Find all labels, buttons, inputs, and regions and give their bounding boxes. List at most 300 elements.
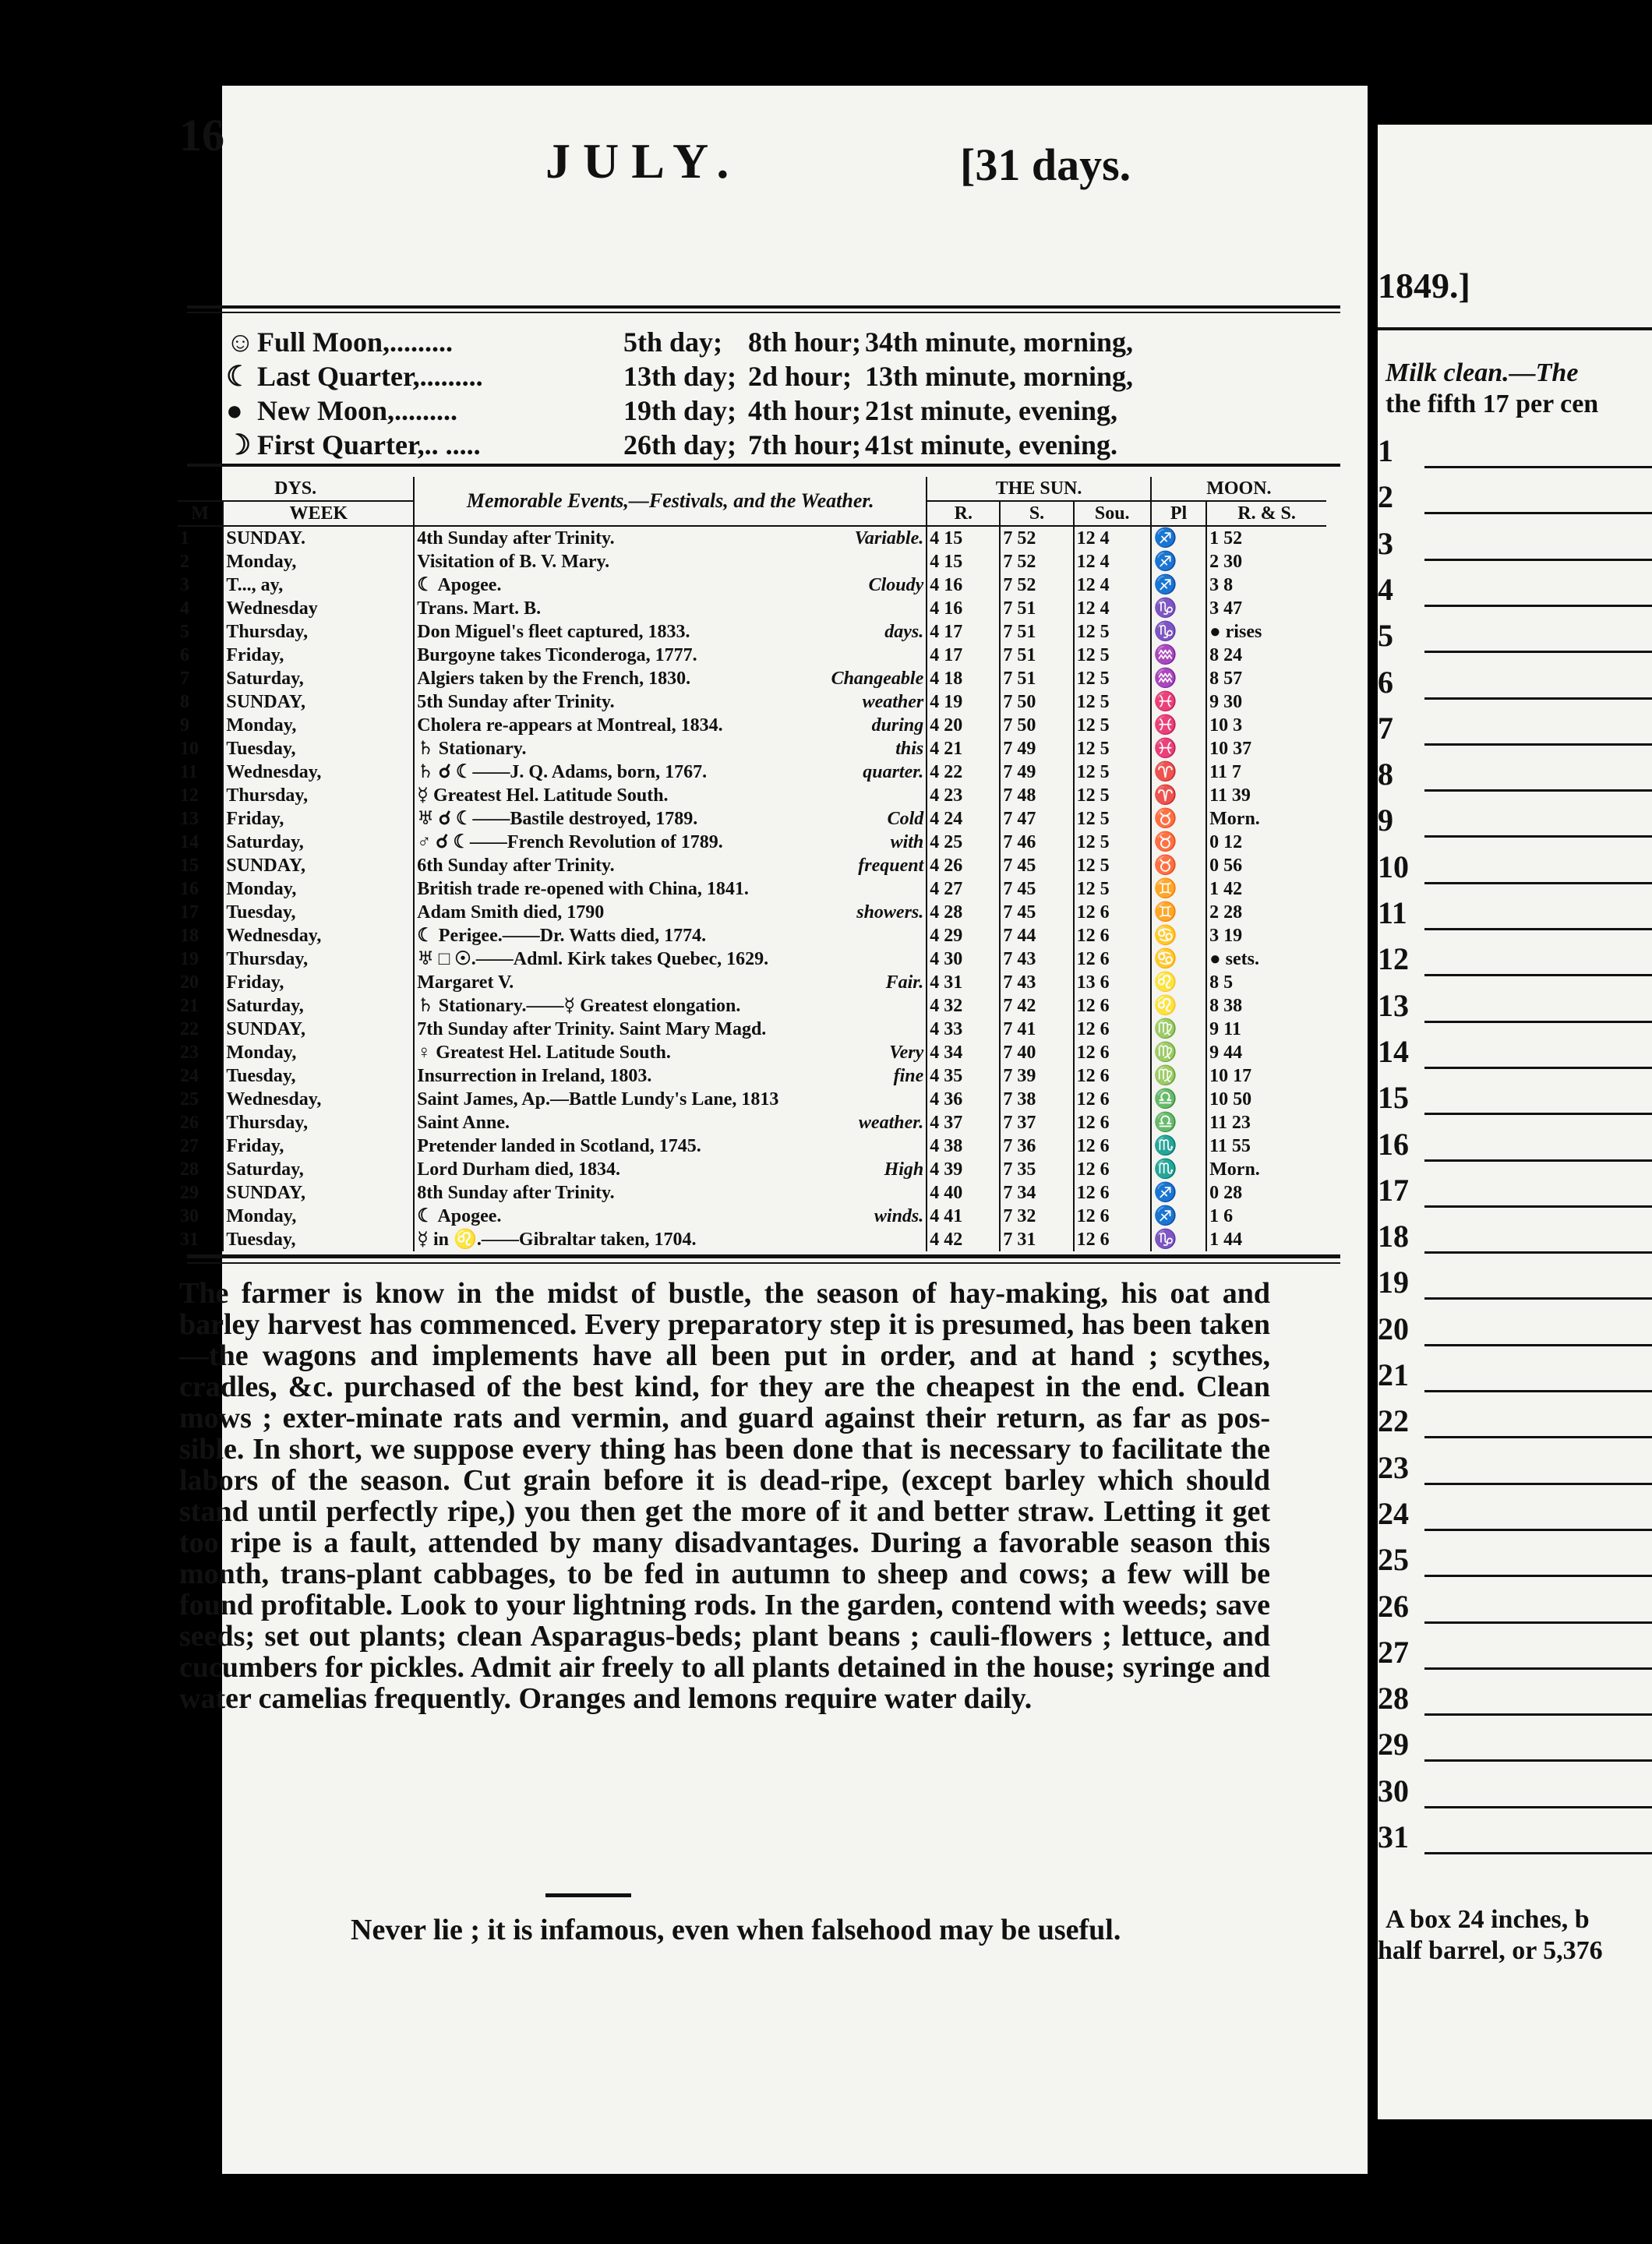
moon-phase-row	[226, 394, 1117, 427]
record-line-number: 23	[1378, 1449, 1409, 1485]
event-cell	[414, 971, 927, 994]
record-line-underline	[1424, 1759, 1652, 1762]
moon-phase-day: 13th day;	[623, 361, 737, 392]
event-text: Trans. Mart. B.	[417, 598, 542, 619]
sun-set-header: S.	[1000, 501, 1073, 526]
weekday-cell: Friday,	[223, 1134, 414, 1158]
weekday-cell: Friday,	[223, 807, 414, 831]
table-bottom-rule	[187, 1254, 1340, 1258]
moon-phase-hour: 4th hour;	[748, 395, 862, 426]
record-line	[1378, 1726, 1652, 1773]
sun-set-cell: 7 52	[1000, 550, 1073, 573]
moon-place-cell: ♐	[1151, 1181, 1206, 1205]
day-number-cell: 12	[180, 785, 199, 806]
record-line-number: 18	[1378, 1219, 1409, 1254]
event-cell	[414, 877, 927, 901]
weekday-cell: Thursday,	[223, 784, 414, 807]
event-text: 4th Sunday after Trinity.	[417, 528, 615, 549]
moon-phase-detail: 21st minute, evening,	[865, 395, 1117, 426]
sun-rise-cell: 4 16	[927, 573, 1000, 597]
table-row	[178, 901, 1326, 924]
table-row	[178, 854, 1326, 877]
event-text: ♂ ☌ ☾——French Revolution of 1789.	[417, 832, 723, 852]
right-page-year: 1849.]	[1378, 266, 1470, 305]
table-row	[178, 971, 1326, 994]
sun-south-cell: 12 6	[1074, 1134, 1151, 1158]
sun-rise-cell: 4 28	[927, 901, 1000, 924]
record-line	[1378, 756, 1652, 803]
sun-south-cell: 12 6	[1074, 947, 1151, 971]
moon-rise-set-cell: 10 3	[1206, 714, 1326, 737]
day-number-cell: 24	[180, 1066, 199, 1086]
moon-phase-label: First Quarter,.. .....	[257, 429, 481, 460]
record-line-number: 7	[1378, 710, 1393, 746]
weather-text: Variable.	[854, 528, 924, 549]
moon-rise-set-cell: 0 56	[1206, 854, 1326, 877]
day-number-cell: 14	[180, 832, 199, 852]
event-text: Pretender landed in Scotland, 1745.	[417, 1136, 701, 1156]
moon-rise-set-cell: 11 7	[1206, 760, 1326, 784]
weekday-cell: Wednesday,	[223, 760, 414, 784]
moon-rise-set-cell: 11 39	[1206, 784, 1326, 807]
sun-set-cell: 7 37	[1000, 1111, 1073, 1134]
moon-place-cell: ♏	[1151, 1134, 1206, 1158]
sun-rise-cell: 4 25	[927, 831, 1000, 854]
sun-set-cell: 7 45	[1000, 854, 1073, 877]
moon-place-cell: ♈	[1151, 784, 1206, 807]
moon-place-cell: ♏	[1151, 1158, 1206, 1181]
day-number-cell: 29	[180, 1183, 199, 1203]
moon-rise-set-cell: Morn.	[1206, 807, 1326, 831]
event-text: ♀ Greatest Hel. Latitude South.	[417, 1043, 671, 1063]
table-row	[178, 1088, 1326, 1111]
sun-rise-cell: 4 27	[927, 877, 1000, 901]
table-row	[178, 760, 1326, 784]
sun-south-cell: 12 6	[1074, 1158, 1151, 1181]
moon-rise-set-cell: 2 30	[1206, 550, 1326, 573]
moon-place-cell: ♐	[1151, 573, 1206, 597]
event-cell	[414, 1018, 927, 1041]
record-line-underline	[1424, 1297, 1652, 1300]
moon-place-cell: ♎	[1151, 1088, 1206, 1111]
moon-rise-set-cell: 9 44	[1206, 1041, 1326, 1064]
sun-set-cell: 7 34	[1000, 1181, 1073, 1205]
table-row	[178, 784, 1326, 807]
record-line-underline	[1424, 1067, 1652, 1069]
record-line-underline	[1424, 1344, 1652, 1346]
event-text: Burgoyne takes Ticonderoga, 1777.	[417, 645, 697, 665]
box-line-2: half barrel, or 5,376	[1378, 1936, 1603, 1965]
event-text: ♅ □ ☉.——Adml. Kirk takes Quebec, 1629.	[417, 949, 769, 969]
record-line	[1378, 1819, 1652, 1865]
moon-rise-set-cell: 9 30	[1206, 690, 1326, 714]
moon-place-cell: ♒	[1151, 644, 1206, 667]
sun-south-cell: 12 6	[1074, 1205, 1151, 1228]
sun-south-header: Sou.	[1074, 501, 1151, 526]
sun-rise-cell: 4 30	[927, 947, 1000, 971]
record-line-underline	[1424, 1575, 1652, 1577]
table-row	[178, 831, 1326, 854]
record-line-underline	[1424, 1113, 1652, 1115]
table-row	[178, 714, 1326, 737]
sun-south-cell: 12 4	[1074, 550, 1151, 573]
sun-set-cell: 7 51	[1000, 667, 1073, 690]
sun-set-cell: 7 51	[1000, 620, 1073, 644]
moon-rise-set-cell: ● rises	[1206, 620, 1326, 644]
record-line	[1378, 1541, 1652, 1588]
moon-phase-day: 19th day;	[623, 395, 737, 426]
sun-rise-cell: 4 22	[927, 760, 1000, 784]
event-text: Saint James, Ap.—Battle Lundy's Lane, 1813	[417, 1089, 779, 1110]
event-text: 7th Sunday after Trinity. Saint Mary Magd.	[417, 1019, 767, 1039]
record-line-underline	[1424, 1852, 1652, 1854]
sun-set-cell: 7 36	[1000, 1134, 1073, 1158]
record-line-underline	[1424, 928, 1652, 930]
sun-south-cell: 12 5	[1074, 854, 1151, 877]
header-rule	[187, 305, 1340, 309]
event-text: ♄ Stationary.	[417, 739, 527, 759]
event-cell	[414, 526, 927, 550]
weekday-cell: Friday,	[223, 644, 414, 667]
record-line	[1378, 1634, 1652, 1681]
weather-text: frequent	[858, 856, 924, 876]
day-number-cell: 6	[180, 645, 189, 665]
day-number-cell: 17	[180, 902, 199, 923]
event-cell	[414, 714, 927, 737]
record-line-underline	[1424, 1205, 1652, 1208]
moon-phase-row	[226, 360, 1133, 393]
days-count: [31 days.	[960, 139, 1131, 190]
sun-rise-cell: 4 31	[927, 971, 1000, 994]
sun-set-cell: 7 47	[1000, 807, 1073, 831]
weather-text: winds.	[874, 1206, 924, 1226]
moon-phase-row	[226, 429, 1117, 461]
table-row	[178, 1018, 1326, 1041]
moon-rise-set-cell: 9 11	[1206, 1018, 1326, 1041]
m-header: M	[178, 501, 223, 526]
event-text: British trade re-opened with China, 1841.	[417, 879, 749, 899]
moon-phase-day: 5th day;	[623, 326, 723, 358]
header-rule-thin	[187, 312, 1340, 313]
day-number-cell: 18	[180, 926, 199, 946]
weather-text: Cold	[887, 809, 924, 829]
record-line-underline	[1424, 1529, 1652, 1531]
moon-rise-set-cell: 11 23	[1206, 1111, 1326, 1134]
event-text: ☾ Apogee.	[417, 1206, 502, 1226]
record-line-underline	[1424, 1621, 1652, 1624]
moon-phase-hour: 2d hour;	[748, 361, 852, 392]
sun-header: THE SUN.	[927, 477, 1151, 501]
day-number-cell: 16	[180, 879, 199, 899]
record-line-underline	[1424, 1390, 1652, 1392]
weekday-cell: SUNDAY,	[223, 854, 414, 877]
sun-rise-cell: 4 23	[927, 784, 1000, 807]
record-line-number: 27	[1378, 1634, 1409, 1670]
table-row	[178, 807, 1326, 831]
weather-text: with	[890, 832, 924, 852]
day-number-cell: 5	[180, 622, 189, 642]
weather-text: showers.	[856, 902, 924, 923]
table-row	[178, 1228, 1326, 1251]
moon-place-cell: ♓	[1151, 690, 1206, 714]
sun-south-cell: 12 6	[1074, 994, 1151, 1018]
sun-set-cell: 7 31	[1000, 1228, 1073, 1251]
event-text: Adam Smith died, 1790	[417, 902, 605, 923]
weekday-cell: Saturday,	[223, 667, 414, 690]
event-cell	[414, 994, 927, 1018]
month-title: JULY.	[545, 133, 742, 189]
moon-place-cell: ♓	[1151, 714, 1206, 737]
record-line	[1378, 1079, 1652, 1126]
sun-south-cell: 12 5	[1074, 667, 1151, 690]
event-text: ♄ Stationary.——☿ Greatest elongation.	[417, 996, 741, 1016]
sun-rise-cell: 4 24	[927, 807, 1000, 831]
event-cell	[414, 620, 927, 644]
table-bottom-rule-thin	[187, 1262, 1340, 1264]
weekday-cell: SUNDAY,	[223, 1181, 414, 1205]
moon-rise-set-cell: 1 6	[1206, 1205, 1326, 1228]
weather-text: weather	[862, 692, 924, 712]
sun-rise-cell: 4 21	[927, 737, 1000, 760]
sun-set-cell: 7 51	[1000, 597, 1073, 620]
record-line-number: 12	[1378, 941, 1409, 977]
table-top-rule	[187, 464, 1340, 467]
event-cell	[414, 924, 927, 947]
table-row	[178, 526, 1326, 550]
event-cell	[414, 573, 927, 597]
motto: Never lie ; it is infamous, even when falsehood may be useful.	[351, 1914, 1121, 1946]
event-cell	[414, 760, 927, 784]
moon-place-cell: ♋	[1151, 924, 1206, 947]
sun-set-cell: 7 41	[1000, 1018, 1073, 1041]
sun-rise-cell: 4 26	[927, 854, 1000, 877]
moon-place-cell: ♉	[1151, 831, 1206, 854]
moon-phase-hour: 8th hour;	[748, 326, 862, 358]
event-cell	[414, 1088, 927, 1111]
event-cell	[414, 1134, 927, 1158]
weekday-cell: SUNDAY.	[223, 526, 414, 550]
sun-set-cell: 7 40	[1000, 1041, 1073, 1064]
weekday-cell: Friday,	[223, 971, 414, 994]
table-row	[178, 620, 1326, 644]
moon-rs-header: R. & S.	[1206, 501, 1326, 526]
table-row	[178, 644, 1326, 667]
sun-south-cell: 12 6	[1074, 1181, 1151, 1205]
sun-south-cell: 12 4	[1074, 526, 1151, 550]
weather-text: Fair.	[885, 972, 924, 993]
weekday-cell: Thursday,	[223, 1111, 414, 1134]
event-text: Saint Anne.	[417, 1113, 510, 1133]
days-header: DYS.	[178, 477, 414, 501]
day-number-cell: 4	[180, 598, 189, 619]
sun-south-cell: 12 6	[1074, 1111, 1151, 1134]
moon-rise-set-cell: 0 28	[1206, 1181, 1326, 1205]
sun-set-cell: 7 32	[1000, 1205, 1073, 1228]
sun-south-cell: 12 6	[1074, 1088, 1151, 1111]
moon-phase-detail: 34th minute, morning,	[865, 326, 1134, 358]
table-row	[178, 667, 1326, 690]
day-number-cell: 23	[180, 1043, 199, 1063]
sun-rise-cell: 4 19	[927, 690, 1000, 714]
event-text: 5th Sunday after Trinity.	[417, 692, 615, 712]
record-line-number: 10	[1378, 849, 1409, 884]
record-line-number: 20	[1378, 1311, 1409, 1346]
sun-rise-cell: 4 42	[927, 1228, 1000, 1251]
record-line	[1378, 1680, 1652, 1727]
weather-text: days.	[884, 622, 924, 642]
weekday-cell: Thursday,	[223, 947, 414, 971]
moon-place-cell: ♑	[1151, 1228, 1206, 1251]
moon-header: MOON.	[1151, 477, 1326, 501]
sun-rise-cell: 4 37	[927, 1111, 1000, 1134]
event-cell	[414, 737, 927, 760]
weekday-cell: Tuesday,	[223, 1228, 414, 1251]
moon-phase-symbol: ☽	[226, 429, 252, 460]
weather-text: Very	[889, 1043, 924, 1063]
moon-phase-hour: 7th hour;	[748, 429, 862, 460]
record-line	[1378, 1357, 1652, 1403]
record-line-underline	[1424, 743, 1652, 746]
sun-set-cell: 7 35	[1000, 1158, 1073, 1181]
table-row	[178, 1111, 1326, 1134]
weekday-cell: Monday,	[223, 1205, 414, 1228]
weather-text: during	[871, 715, 924, 736]
record-line-underline	[1424, 1159, 1652, 1162]
record-line-underline	[1424, 789, 1652, 792]
moon-rise-set-cell: 2 28	[1206, 901, 1326, 924]
event-cell	[414, 1041, 927, 1064]
event-cell	[414, 784, 927, 807]
sun-rise-cell: 4 20	[927, 714, 1000, 737]
sun-set-cell: 7 45	[1000, 901, 1073, 924]
record-line	[1378, 987, 1652, 1034]
event-cell	[414, 1111, 927, 1134]
table-row	[178, 573, 1326, 597]
moon-rise-set-cell: ● sets.	[1206, 947, 1326, 971]
record-line	[1378, 478, 1652, 525]
record-line	[1378, 802, 1652, 849]
moon-place-cell: ♌	[1151, 971, 1206, 994]
record-line	[1378, 1172, 1652, 1219]
sun-set-cell: 7 52	[1000, 573, 1073, 597]
record-line-underline	[1424, 605, 1652, 607]
record-line	[1378, 1402, 1652, 1449]
weekday-cell: Monday,	[223, 550, 414, 573]
event-text: Visitation of B. V. Mary.	[417, 552, 610, 572]
event-text: 6th Sunday after Trinity.	[417, 856, 615, 876]
moon-phase-symbol: ●	[226, 395, 243, 426]
moon-place-cell: ♑	[1151, 620, 1206, 644]
sun-rise-cell: 4 39	[927, 1158, 1000, 1181]
table-row	[178, 737, 1326, 760]
day-number-cell: 10	[180, 739, 199, 759]
day-number-cell: 28	[180, 1159, 199, 1180]
record-line-number: 4	[1378, 571, 1393, 607]
event-text: Don Miguel's fleet captured, 1833.	[417, 622, 690, 642]
sun-rise-header: R.	[927, 501, 1000, 526]
moon-place-cell: ♑	[1151, 597, 1206, 620]
sun-set-cell: 7 43	[1000, 971, 1073, 994]
sun-south-cell: 12 5	[1074, 644, 1151, 667]
moon-phase-label: New Moon,.........	[257, 395, 457, 426]
moon-place-cell: ♍	[1151, 1041, 1206, 1064]
weather-text: fine	[893, 1066, 924, 1086]
events-header: Memorable Events,—Festivals, and the Weather.	[414, 477, 927, 526]
table-row	[178, 550, 1326, 573]
day-number-cell: 21	[180, 996, 199, 1016]
event-cell	[414, 854, 927, 877]
moon-phase-label: Full Moon,.........	[257, 326, 454, 358]
sun-south-cell: 13 6	[1074, 971, 1151, 994]
short-divider	[545, 1893, 631, 1897]
weekday-cell: Tuesday,	[223, 1064, 414, 1088]
event-text: ♄ ☌ ☾——J. Q. Adams, born, 1767.	[417, 762, 708, 782]
sun-set-cell: 7 49	[1000, 737, 1073, 760]
day-number-cell: 26	[180, 1113, 199, 1133]
milk-line-2: the fifth 17 per cen	[1385, 390, 1599, 418]
record-line-number: 31	[1378, 1819, 1409, 1854]
page-number: 16	[179, 110, 224, 161]
record-line	[1378, 571, 1652, 618]
weekday-cell: Monday,	[223, 714, 414, 737]
table-row	[178, 690, 1326, 714]
record-line-underline	[1424, 1713, 1652, 1716]
record-line-underline	[1424, 697, 1652, 700]
weather-text: Changeable	[831, 669, 924, 689]
milk-line-1: Milk clean.—The	[1385, 358, 1579, 387]
record-line-underline	[1424, 512, 1652, 514]
week-header: WEEK	[223, 501, 414, 526]
record-line-number: 29	[1378, 1727, 1409, 1762]
record-line-underline	[1424, 466, 1652, 468]
record-line	[1378, 1218, 1652, 1265]
moon-place-cell: ♌	[1151, 994, 1206, 1018]
table-row	[178, 947, 1326, 971]
sun-south-cell: 12 5	[1074, 784, 1151, 807]
moon-rise-set-cell: 3 47	[1206, 597, 1326, 620]
day-number-cell: 27	[180, 1136, 199, 1156]
table-row	[178, 1134, 1326, 1158]
almanac-table	[178, 477, 1326, 1251]
moon-rise-set-cell: 1 44	[1206, 1228, 1326, 1251]
weekday-cell: Tuesday,	[223, 737, 414, 760]
event-cell	[414, 1064, 927, 1088]
moon-place-cell: ♈	[1151, 760, 1206, 784]
day-number-cell: 20	[180, 972, 199, 993]
sun-rise-cell: 4 32	[927, 994, 1000, 1018]
weekday-cell: Thursday,	[223, 620, 414, 644]
day-number-cell: 22	[180, 1019, 199, 1039]
moon-rise-set-cell: 8 38	[1206, 994, 1326, 1018]
weather-text: this	[895, 739, 924, 759]
record-line-number: 6	[1378, 664, 1393, 700]
right-page	[1378, 125, 1652, 2119]
day-number-cell: 3	[180, 575, 189, 595]
sun-south-cell: 12 5	[1074, 831, 1151, 854]
sun-south-cell: 12 6	[1074, 1064, 1151, 1088]
record-line-number: 9	[1378, 803, 1393, 838]
sun-set-cell: 7 39	[1000, 1064, 1073, 1088]
record-line	[1378, 1126, 1652, 1173]
event-cell	[414, 667, 927, 690]
event-cell	[414, 901, 927, 924]
moon-place-cell: ♊	[1151, 877, 1206, 901]
record-line-number: 16	[1378, 1126, 1409, 1162]
event-cell	[414, 597, 927, 620]
event-text: ☾ Apogee.	[417, 575, 502, 595]
record-line-underline	[1424, 835, 1652, 838]
record-line	[1378, 894, 1652, 941]
